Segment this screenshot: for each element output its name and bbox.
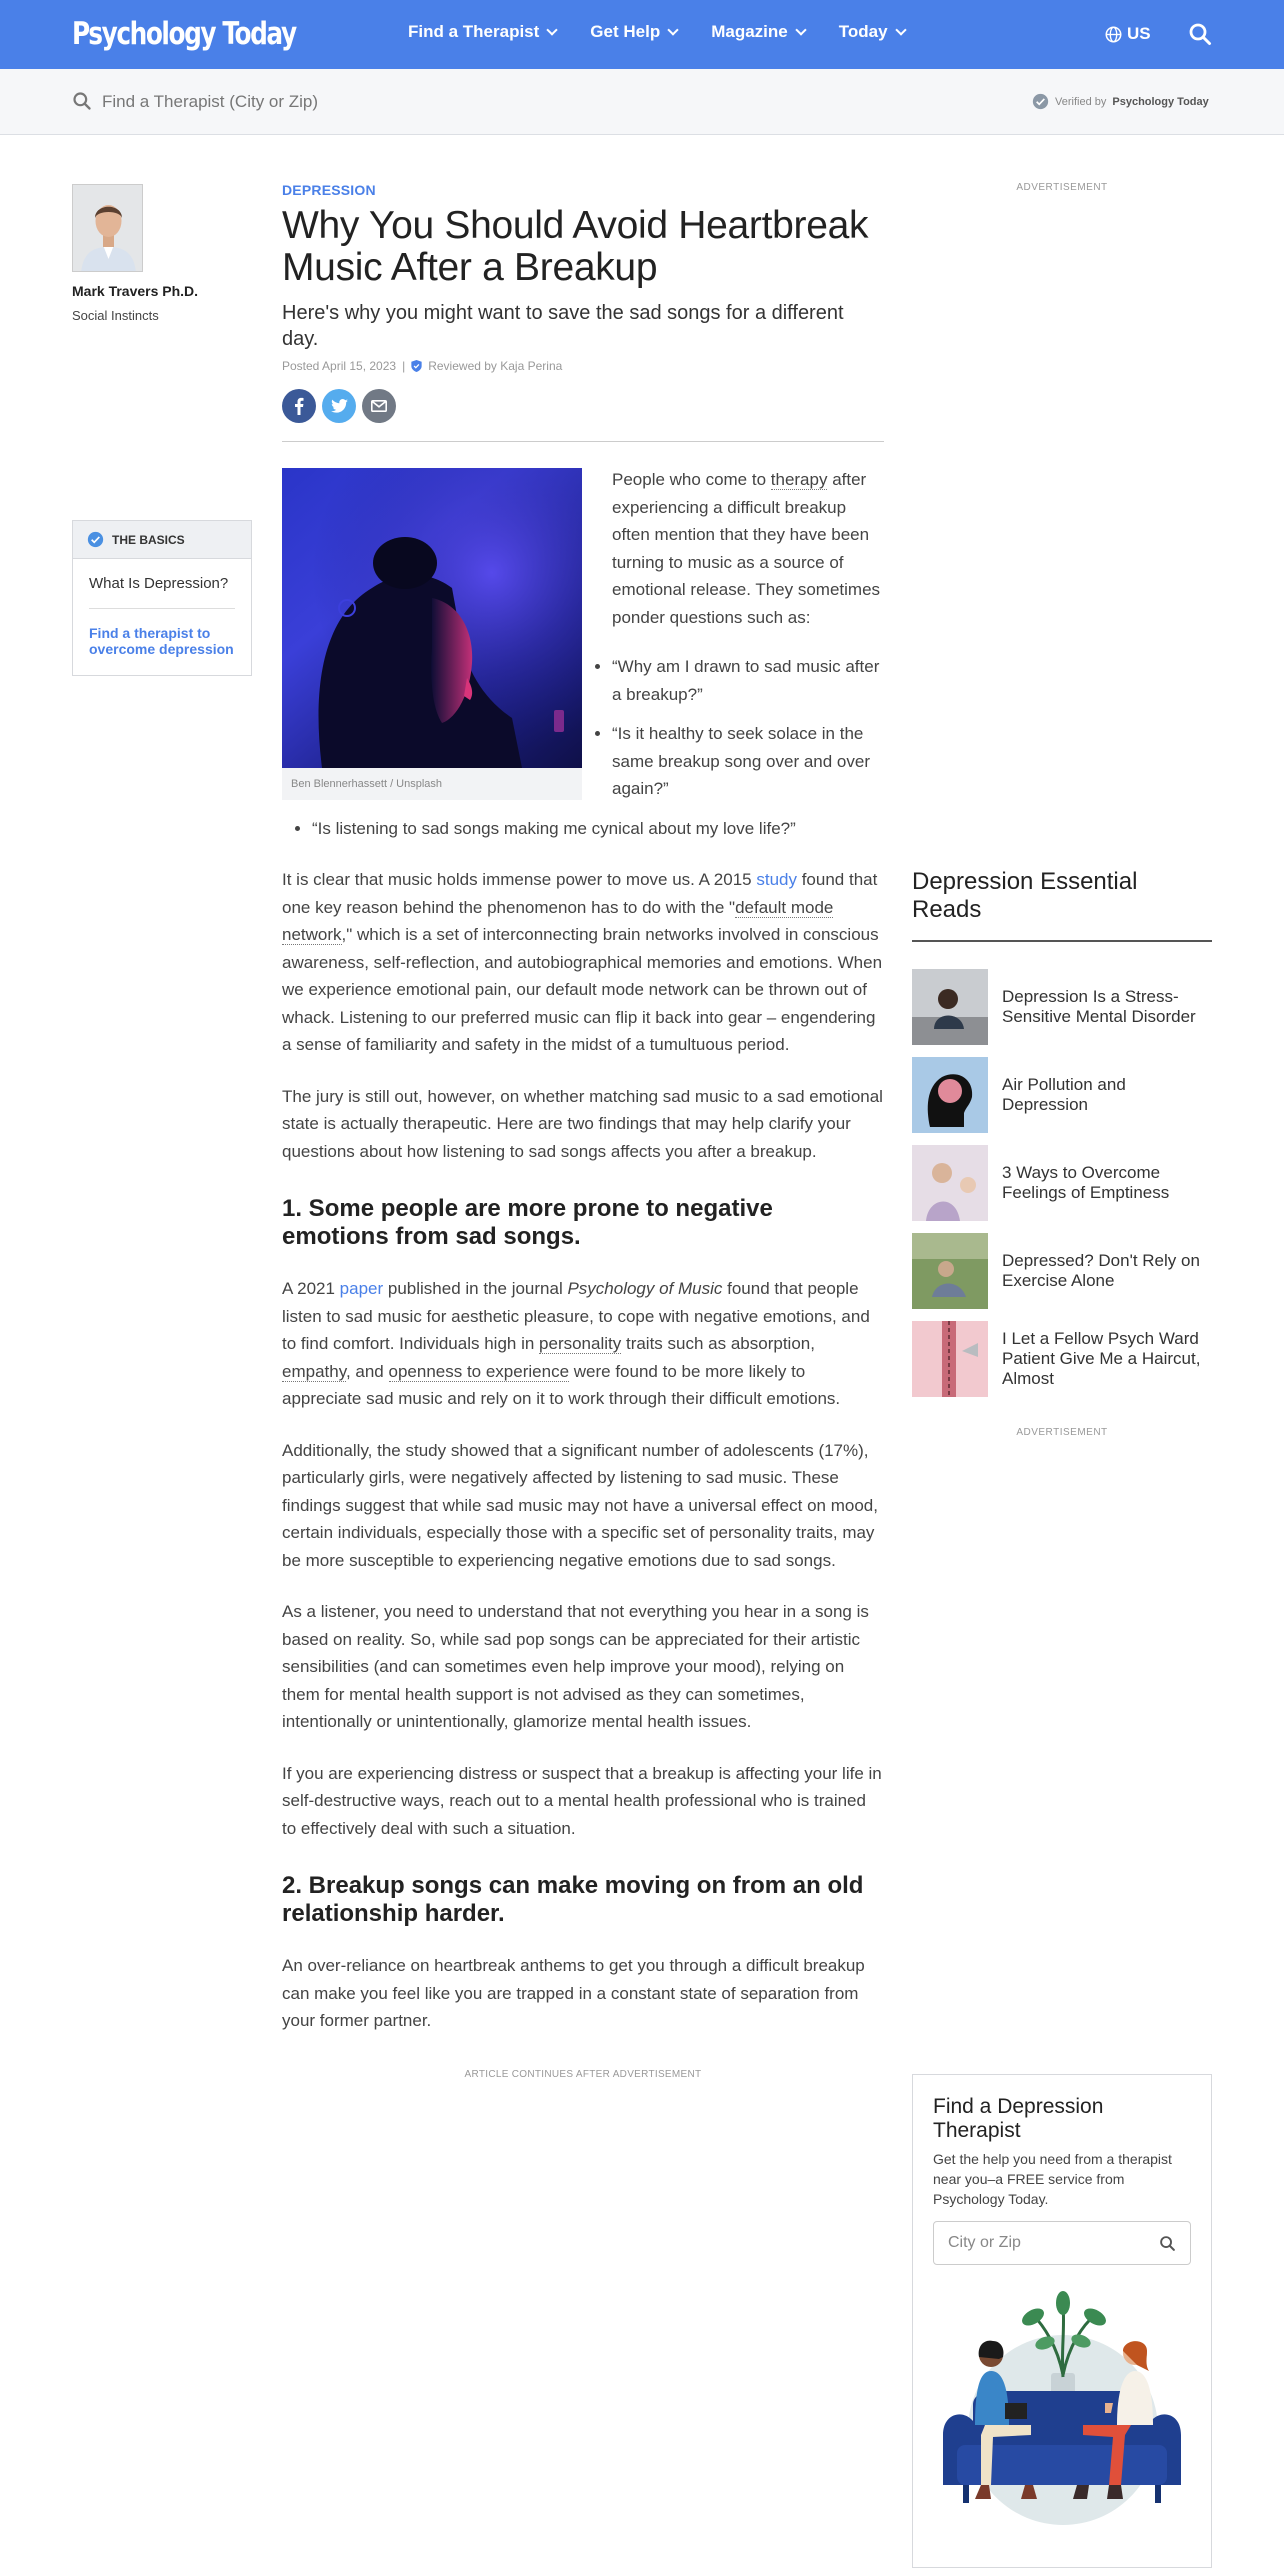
- woman-headphones-photo: [282, 468, 582, 768]
- ad-label: ADVERTISEMENT: [1016, 1427, 1108, 1438]
- text-span: ," which is a set of interconnecting brain networks involved in conscious awareness, self-reflection, and autobiographical memories and emotions. When we experience emotional pain, our default mode network can be thrown out of whack. Listening to our preferred music can flip it back into gear – engendering a sense of familiarity and safety in the midst of a tumultuous period.: [282, 925, 883, 1054]
- globe-icon: [1105, 26, 1122, 43]
- sidebar-ad-top: [912, 182, 1212, 193]
- meta-separator: |: [402, 359, 406, 373]
- essential-reads-list: [912, 963, 1212, 1403]
- paragraph: The jury is still out, however, on whether matching sad music to a sad emotional state is actually therapeutic. Here are two findings that may help clarify your questions about how listening to sad songs affects you after a breakup.: [282, 1086, 883, 1161]
- article: [282, 182, 884, 2088]
- personality-link[interactable]: personality: [539, 1334, 622, 1353]
- article-image[interactable]: [282, 468, 582, 768]
- basics-heading: THE BASICS: [112, 532, 185, 547]
- nav-magazine[interactable]: [711, 22, 805, 42]
- text-span: found that one key reason behind the phenomenon has to do with the ": [282, 870, 878, 917]
- paragraph: [282, 866, 884, 1059]
- section-heading: 2. Breakup songs can make moving on from an old relationship harder.: [282, 1872, 864, 1927]
- reviewed-by[interactable]: Reviewed by Kaja Perina: [428, 359, 563, 373]
- verified-prefix: Verified by: [1055, 95, 1107, 108]
- posted-date: Posted April 15, 2023: [282, 359, 397, 373]
- essential-read-title: Depressed? Don't Rely on Exercise Alone: [1002, 1251, 1200, 1290]
- empathy-link[interactable]: empathy: [282, 1361, 346, 1381]
- text-span: published in the journal: [383, 1279, 568, 1298]
- shield-check-icon: [411, 360, 422, 372]
- finder-title: Find a Depression Therapist: [933, 2095, 1104, 2142]
- ad-label: ADVERTISEMENT: [1016, 182, 1108, 193]
- text-span: after experiencing a difficult breakup often mention that they have been turning to music as a source of emotional release. They sometimes ponder questions such as:: [612, 470, 881, 627]
- finder-zip-input[interactable]: [933, 2221, 1191, 2265]
- ad-continues-note: ARTICLE CONTINUES AFTER ADVERTISEMENT: [464, 2068, 702, 2080]
- therapist-finder-widget: [912, 2074, 1212, 2568]
- chevron-down-icon: [795, 24, 806, 35]
- essential-read-item[interactable]: [912, 1227, 1212, 1315]
- default-mode-network-link[interactable]: default mode network: [282, 897, 834, 944]
- region-label: US: [1127, 24, 1151, 43]
- nav-get-help[interactable]: [590, 22, 677, 42]
- therapy-link[interactable]: therapy: [770, 470, 828, 489]
- paragraph: Additionally, the study showed that a significant number of adolescents (17%), particularly girls, were negatively affected by listening to sad music. These findings suggest that while sad music may not have a universal effect on mood, certain individuals, especially those with a specific set of personality traits, may be more susceptible to experiencing negative emotions due to sad songs.: [282, 1440, 878, 1570]
- essential-read-title: I Let a Fellow Psych Ward Patient Give Me a Haircut, Almost: [1002, 1329, 1201, 1388]
- region-selector[interactable]: [1105, 24, 1151, 44]
- text-span: were found to be more likely to appreciate sad music and rely on it to work through their difficult emotions.: [282, 1361, 841, 1408]
- essential-read-title: 3 Ways to Overcome Feelings of Emptiness: [1002, 1163, 1170, 1202]
- search-icon[interactable]: [1159, 2235, 1176, 2252]
- verified-brand: Psychology Today: [1112, 95, 1209, 108]
- essential-read-item[interactable]: [912, 963, 1212, 1051]
- nav-today[interactable]: [839, 22, 905, 42]
- essential-read-title: Air Pollution and Depression: [1002, 1075, 1126, 1114]
- search-icon: [72, 91, 92, 111]
- nav-label: Find a Therapist: [408, 22, 540, 41]
- sidebar-ad-bottom: [912, 1427, 1212, 1438]
- basics-link-find-therapist[interactable]: Find a therapist to overcome depression: [89, 625, 234, 657]
- text-span: found that people listen to sad music for aesthetic pleasure, to cope with negative emotions, and to find comfort. Individuals high in: [282, 1279, 870, 1353]
- top-navigation-bar: [0, 0, 1284, 69]
- thumbnail-image: [912, 969, 988, 1045]
- email-icon: [371, 400, 387, 412]
- study-link[interactable]: study: [756, 870, 797, 889]
- author-photo[interactable]: [72, 184, 143, 272]
- search-icon: [1188, 22, 1212, 46]
- article-meta: [282, 359, 884, 373]
- nav-label: Today: [838, 22, 888, 41]
- email-share-button[interactable]: [362, 389, 396, 423]
- finder-placeholder: City or Zip: [948, 2234, 1021, 2251]
- essential-reads-title: Depression Essential Reads: [912, 868, 1212, 942]
- nav-label: Get Help: [590, 22, 661, 41]
- text-span: People who come to: [612, 470, 771, 489]
- image-caption: Ben Blennerhassett / Unsplash: [282, 768, 582, 800]
- thumbnail-image: [912, 1145, 988, 1221]
- article-subtitle: Here's why you might want to save the sad songs for a different day.: [282, 302, 844, 350]
- essential-read-item[interactable]: [912, 1051, 1212, 1139]
- site-logo[interactable]: Psychology Today: [72, 16, 296, 52]
- text-span: A 2021: [282, 1279, 340, 1298]
- twitter-share-button[interactable]: [322, 389, 356, 423]
- thumbnail-image: [912, 1057, 988, 1133]
- checkmark-icon: [1032, 93, 1049, 110]
- facebook-share-button[interactable]: [282, 389, 316, 423]
- essential-read-item[interactable]: [912, 1315, 1212, 1403]
- text-span: , and: [345, 1361, 389, 1381]
- basics-link-what-is-depression[interactable]: What Is Depression?: [89, 575, 229, 592]
- nav-find-therapist[interactable]: [408, 22, 556, 42]
- thumbnail-image: [912, 1233, 988, 1309]
- share-buttons: [282, 389, 884, 423]
- nav-label: Magazine: [711, 22, 788, 41]
- therapy-session-illustration: [933, 2285, 1191, 2545]
- paragraph: [282, 1275, 884, 1413]
- twitter-icon: [331, 399, 348, 413]
- paragraph: As a listener, you need to understand that not everything you hear in a song is based on reality. So, while sad pop songs can be appreciated for their artistic sensibilities (and can sometimes even help improve your mood), relying on them for mental health support is not advised as they can sometimes, intentionally or unintentionally, glamorize mental health issues.: [282, 1602, 869, 1731]
- paragraph: If you are experiencing distress or suspect that a breakup is affecting your life in self-destructive ways, reach out to a mental health professional who is trained to effectively deal with such a situation.: [282, 1763, 882, 1838]
- author-name[interactable]: Mark Travers Ph.D.: [72, 283, 199, 299]
- therapist-search-bar: [0, 69, 1284, 135]
- section-heading: 1. Some people are more prone to negative emotions from sad songs.: [282, 1195, 773, 1250]
- author-avatar-image: [73, 185, 143, 272]
- chevron-down-icon: [547, 24, 558, 35]
- article-figure: [282, 468, 582, 800]
- text-span: It is clear that music holds immense power to move us. A 2015: [282, 870, 757, 889]
- header-search-button[interactable]: [1188, 22, 1212, 51]
- finder-description: Get the help you need from a therapist near you–a FREE service from Psychology Today.: [933, 2151, 1172, 2207]
- openness-link[interactable]: openness to experience: [388, 1361, 570, 1381]
- article-category[interactable]: DEPRESSION: [282, 182, 376, 198]
- list-item: • “Is it healthy to seek solace in the same breakup song over and over again?”: [312, 720, 884, 803]
- verified-badge: [1032, 93, 1209, 110]
- thumbnail-image: [912, 1321, 988, 1397]
- checkmark-icon: [87, 531, 104, 548]
- paper-link[interactable]: paper: [339, 1279, 384, 1298]
- journal-name: Psychology of Music: [567, 1279, 723, 1298]
- chevron-down-icon: [668, 24, 679, 35]
- article-title: Why You Should Avoid Heartbreak Music After a Breakup: [282, 204, 869, 289]
- main-nav: [408, 22, 939, 42]
- list-item: • “Is listening to sad songs making me cynical about my love life?”: [312, 815, 884, 843]
- basics-header: [73, 521, 251, 559]
- the-basics-box: [72, 520, 252, 676]
- chevron-down-icon: [895, 24, 906, 35]
- author-blog-name[interactable]: Social Instincts: [72, 308, 159, 323]
- facebook-icon: [294, 397, 304, 415]
- essential-read-item[interactable]: [912, 1139, 1212, 1227]
- text-span: traits such as absorption,: [621, 1334, 815, 1353]
- list-item: • “Why am I drawn to sad music after a breakup?”: [312, 653, 884, 708]
- therapist-search-input[interactable]: [102, 85, 602, 119]
- paragraph: An over-reliance on heartbreak anthems to get you through a difficult breakup can make you feel like you are trapped in a constant state of separation from your former partner.: [282, 1956, 865, 2030]
- essential-read-title: Depression Is a Stress-Sensitive Mental Disorder: [1002, 987, 1196, 1026]
